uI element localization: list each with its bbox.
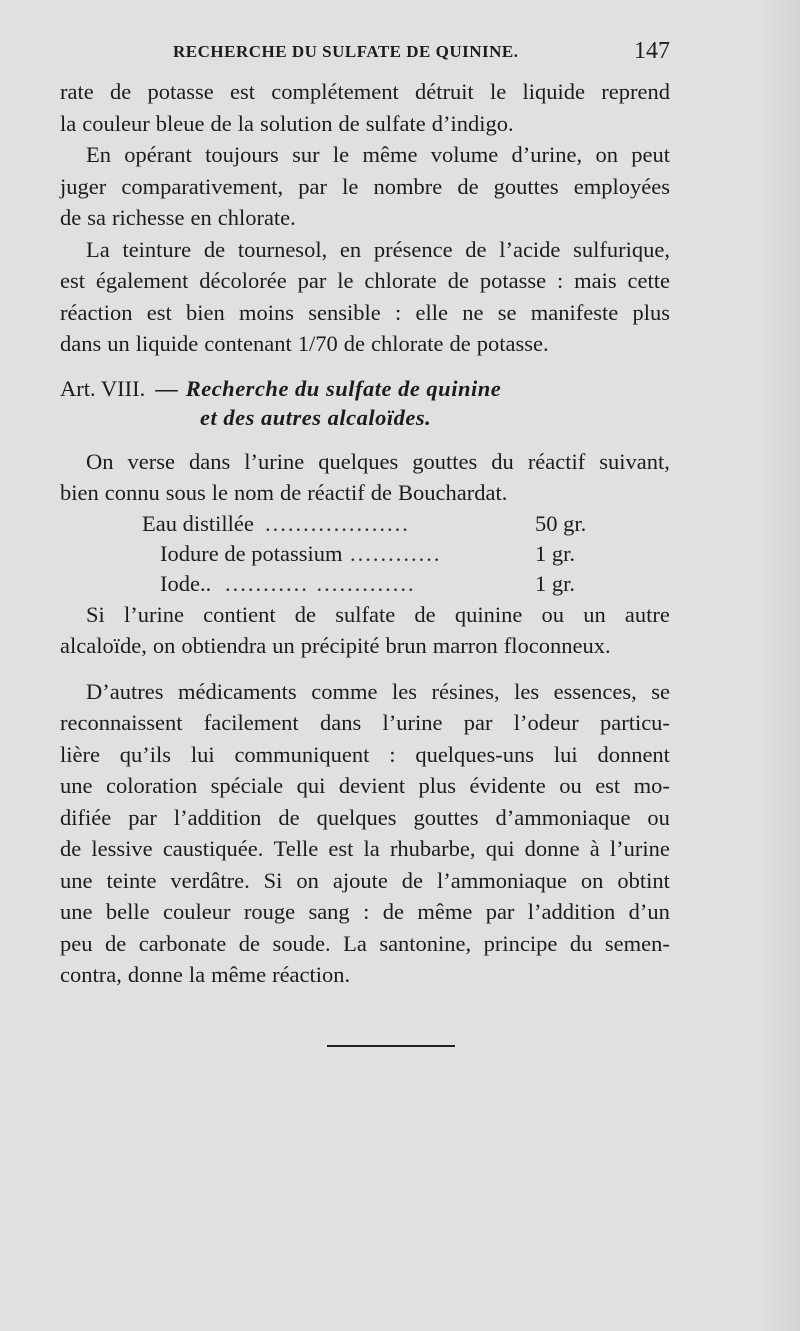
section-title-line-2: et des autres alcaloïdes. xyxy=(200,404,432,430)
section-label: Art. VIII. xyxy=(60,375,146,401)
text-line: contra, donne la même réaction. xyxy=(60,962,351,987)
text-line: réaction est bien moins sensible : elle ne se manifeste plus xyxy=(60,299,670,325)
leader-dots: ................... xyxy=(265,510,410,536)
paragraph-2 xyxy=(60,139,670,234)
paragraph-6 xyxy=(60,676,670,991)
paragraph-3 xyxy=(60,234,670,360)
end-rule xyxy=(327,1045,455,1047)
paragraph-5 xyxy=(60,599,670,662)
section-title-line-1: Recherche du sulfate de quinine xyxy=(185,375,502,401)
text-line: juger comparativement, par le nombre de gouttes employées xyxy=(60,173,670,199)
text-line: une belle couleur rouge sang : de même par l’addition d’un xyxy=(60,899,670,924)
text-line: On verse dans l’urine quelques gouttes du réactif suivant, xyxy=(86,448,670,474)
text-line: de lessive caustiquée. Telle est la rhubarbe, qui donne à l’urine xyxy=(60,836,670,861)
formula-row xyxy=(60,539,670,569)
text-line: lière qu’ils lui communiquent : quelques-uns lui donnent xyxy=(60,741,670,767)
section-dash: — xyxy=(155,375,178,401)
formula-row xyxy=(60,569,670,599)
text-line: est également décolorée par le chlorate de potasse : mais cette xyxy=(60,268,670,293)
ingredient-name: Iodure de potassium xyxy=(160,540,343,566)
ingredient-quantity: 50 gr. xyxy=(535,510,587,536)
ingredient-name: Eau distillée xyxy=(142,510,254,536)
formula-row xyxy=(60,509,670,539)
text-line: une coloration spéciale qui devient plus évidente ou est mo- xyxy=(60,773,670,798)
text-line: En opérant toujours sur le même volume d’urine, on peut xyxy=(86,142,670,167)
text-line: de sa richesse en chlorate. xyxy=(60,205,296,230)
page-shadow xyxy=(760,0,800,1331)
paragraph-1 xyxy=(60,76,670,139)
text-line: dans un liquide contenant 1/70 de chlorate de potasse. xyxy=(60,331,549,356)
text-line: reconnaissent facilement dans l’urine par l’odeur particu- xyxy=(60,710,670,735)
section-heading xyxy=(60,374,670,432)
reagent-formula xyxy=(60,509,670,599)
text-line: Si l’urine contient de sulfate de quinine ou un autre xyxy=(86,601,670,627)
text-line: alcaloïde, on obtiendra un précipité brun marron floconneux. xyxy=(60,633,611,658)
body-text xyxy=(60,76,670,991)
text-line: D’autres médicaments comme les résines, les essences, se xyxy=(86,678,670,704)
text-line: bien connu sous le nom de réactif de Bouchardat. xyxy=(60,480,508,505)
text-line: peu de carbonate de soude. La santonine, principe du semen- xyxy=(60,930,670,956)
ingredient-name: Iode.. xyxy=(160,570,212,596)
paragraph-4 xyxy=(60,446,670,509)
text-line: difiée par l’addition de quelques gouttes d’ammoniaque ou xyxy=(60,804,670,830)
running-title: RECHERCHE DU SULFATE DE QUININE. xyxy=(173,42,519,61)
leader-dots: ............ xyxy=(350,540,442,566)
page-number: 147 xyxy=(634,38,670,64)
page-header xyxy=(60,38,670,68)
text-line: rate de potasse est complétement détruit le liquide reprend xyxy=(60,79,670,104)
ingredient-quantity: 1 gr. xyxy=(535,540,576,566)
text-line: la couleur bleue de la solution de sulfate d’indigo. xyxy=(60,110,514,136)
leader-dots: ........... ............. xyxy=(225,570,416,596)
text-line: une teinte verdâtre. Si on ajoute de l’ammoniaque on obtint xyxy=(60,867,670,893)
ingredient-quantity: 1 gr. xyxy=(535,570,576,596)
text-line: La teinture de tournesol, en présence de l’acide sulfurique, xyxy=(86,236,670,262)
